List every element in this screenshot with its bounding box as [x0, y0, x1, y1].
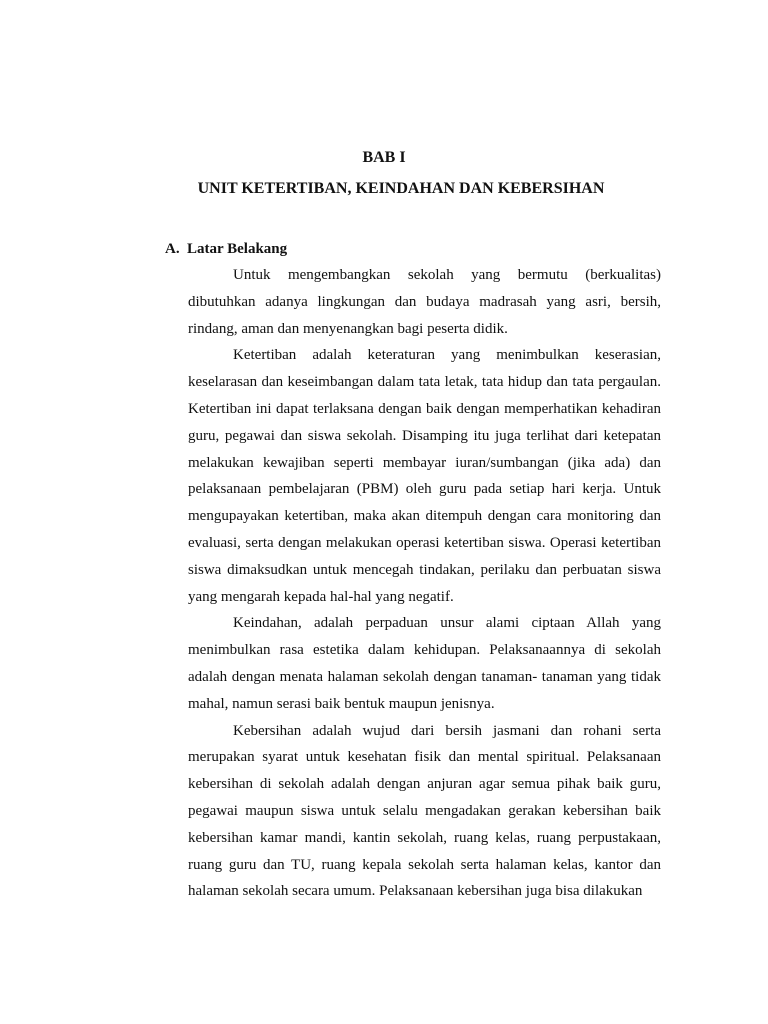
- paragraph-kebersihan: Kebersihan adalah wujud dari bersih jasmani dan rohani serta merupakan syarat untuk kesehatan fisik dan mental spiritual. Pelaksanaan kebersihan di sekolah adalah dengan anjuran agar semua pihak baik guru, pegawai maupun siswa untuk selalu mengadakan gerakan kebersihan baik kebersihan kamar mandi, kantin sekolah, ruang kelas, ruang perpustakaan, ruang guru dan TU, ruang kepala sekolah serta halaman kelas, kantor dan halaman sekolah secara umum. Pelaksanaan kebersihan juga bisa dilakukan: [188, 722, 661, 900]
- section-title: Latar Belakang: [187, 241, 288, 257]
- section-heading: [165, 239, 287, 259]
- paragraph-intro: Untuk mengembangkan sekolah yang bermutu (berkualitas) dibutuhkan adanya lingkungan dan budaya madrasah yang asri, bersih, rindang, aman dan menyenangkan bagi peserta didik.: [188, 267, 661, 337]
- paragraph-ketertiban: Ketertiban adalah keteraturan yang menimbulkan keserasian, keselarasan dan keseimbangan dalam tata letak, tata hidup dan tata pergaulan. Ketertiban ini dapat terlaksana dengan baik dengan memperhatikan kehadiran guru, pegawai dan siswa sekolah. Disamping itu juga terlihat dari ketepatan melakukan kewajiban seperti membayar iuran/sumbangan (jika ada) dan pelaksanaan pembelajaran (PBM) oleh guru pada setiap hari kerja. Untuk mengupayakan ketertiban, maka akan ditempuh dengan cara monitoring dan evaluasi, serta dengan melakukan operasi ketertiban siswa. Operasi ketertiban siswa dimaksudkan untuk mencegah tindakan, perilaku dan perbuatan siswa yang mengarah kepada hal-hal yang negatif.: [188, 347, 661, 605]
- section-letter: A.: [165, 241, 180, 257]
- paragraph-keindahan: Keindahan, adalah perpaduan unsur alami ciptaan Allah yang menimbulkan rasa estetika dalam kehidupan. Pelaksanaannya di sekolah adalah dengan menata halaman sekolah dengan tanaman- tanaman yang tidak mahal, namun serasi baik bentuk maupun jenisnya.: [188, 615, 661, 712]
- chapter-number: BAB I: [362, 149, 406, 166]
- chapter-title: UNIT KETERTIBAN, KEINDAHAN DAN KEBERSIHAN: [197, 180, 605, 197]
- section-body: [188, 262, 661, 905]
